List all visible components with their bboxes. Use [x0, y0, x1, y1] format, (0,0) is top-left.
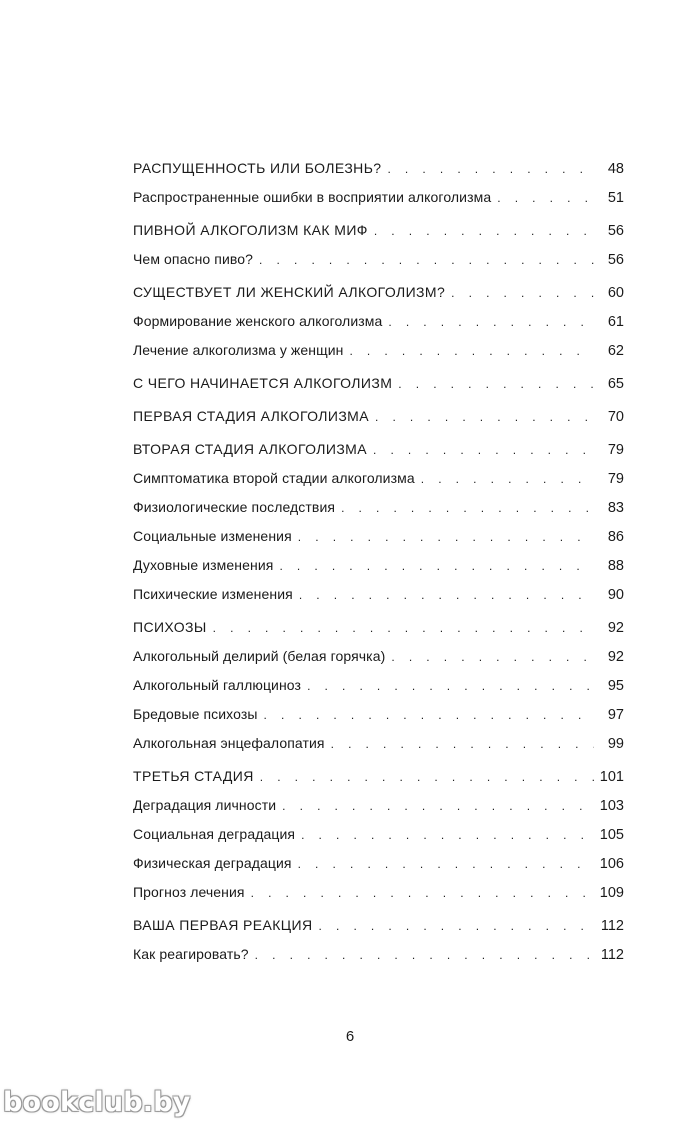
- dot-leader: [260, 763, 594, 792]
- watermark-logo: bookclub.by: [3, 1087, 191, 1118]
- dot-leader: [299, 581, 594, 610]
- toc-entry-page: 112: [600, 947, 624, 963]
- toc-entry-title: Социальная деградация: [133, 820, 301, 849]
- toc-entry: [133, 336, 624, 365]
- toc-entry-title: ТРЕТЬЯ СТАДИЯ: [133, 762, 260, 791]
- toc-entry-title: Физиологические последствия: [133, 493, 341, 522]
- dot-leader: [341, 494, 594, 523]
- toc-entry-title: Алкогольная энцефалопатия: [133, 729, 331, 758]
- toc-entry-page: 109: [599, 885, 624, 901]
- table-of-contents: [133, 154, 624, 969]
- dot-leader: [373, 436, 594, 465]
- toc-entry: [133, 307, 624, 336]
- toc-entry-page: 62: [607, 343, 624, 359]
- toc-entry-title: ПСИХОЗЫ: [133, 613, 213, 642]
- toc-entry: [133, 551, 624, 580]
- toc-entry-title: Прогноз лечения: [133, 878, 251, 907]
- toc-entry: [133, 849, 624, 878]
- toc-entry-page: 106: [599, 856, 624, 872]
- toc-entry-title: Формирование женского алкоголизма: [133, 307, 388, 336]
- toc-entry-page: 56: [607, 252, 624, 268]
- toc-entry-title: Алкогольный галлюциноз: [133, 671, 307, 700]
- toc-entry-title: ПЕРВАЯ СТАДИЯ АЛКОГОЛИЗМА: [133, 402, 375, 431]
- toc-entry: [133, 154, 624, 183]
- toc-entry-title: Психические изменения: [133, 580, 299, 609]
- dot-leader: [387, 155, 594, 184]
- toc-entry-title: СУЩЕСТВУЕТ ЛИ ЖЕНСКИЙ АЛКОГОЛИЗМ?: [133, 278, 451, 307]
- dot-leader: [421, 465, 594, 494]
- toc-entry-page: 101: [599, 769, 624, 785]
- dot-leader: [388, 308, 594, 337]
- dot-leader: [319, 912, 594, 941]
- dot-leader: [298, 523, 594, 552]
- dot-leader: [251, 879, 594, 908]
- toc-entry: [133, 464, 624, 493]
- toc-entry: [133, 493, 624, 522]
- toc-entry-title: РАСПУЩЕННОСТЬ ИЛИ БОЛЕЗНЬ?: [133, 154, 387, 183]
- toc-entry-page: 70: [607, 409, 624, 425]
- toc-entry: [133, 700, 624, 729]
- toc-entry-title: Деградация личности: [133, 791, 282, 820]
- toc-entry-page: 65: [607, 376, 624, 392]
- toc-entry-page: 60: [607, 285, 624, 301]
- toc-entry-title: Физическая деградация: [133, 849, 298, 878]
- toc-entry-title: ВАША ПЕРВАЯ РЕАКЦИЯ: [133, 911, 319, 940]
- toc-entry: [133, 791, 624, 820]
- toc-entry: [133, 183, 624, 212]
- toc-entry-title: Симптоматика второй стадии алкоголизма: [133, 464, 421, 493]
- toc-entry-title: Бредовые психозы: [133, 700, 264, 729]
- toc-entry-page: 95: [607, 678, 624, 694]
- dot-leader: [451, 279, 594, 308]
- dot-leader: [307, 672, 594, 701]
- dot-leader: [391, 643, 594, 672]
- toc-entry-page: 48: [607, 161, 624, 177]
- toc-entry-page: 79: [607, 442, 624, 458]
- toc-entry-page: 103: [599, 798, 624, 814]
- toc-entry-title: Как реагировать?: [133, 940, 255, 969]
- toc-entry-title: Распространенные ошибки в восприятии алкоголизма: [133, 183, 497, 212]
- toc-entry-title: Социальные изменения: [133, 522, 298, 551]
- toc-entry-page: 56: [607, 223, 624, 239]
- toc-entry: [133, 435, 624, 464]
- dot-leader: [374, 217, 594, 246]
- toc-entry-title: Лечение алкоголизма у женщин: [133, 336, 349, 365]
- dot-leader: [497, 184, 594, 213]
- page-number: 6: [345, 1028, 355, 1045]
- toc-entry-page: 51: [607, 190, 624, 206]
- dot-leader: [349, 337, 594, 366]
- dot-leader: [282, 792, 594, 821]
- dot-leader: [259, 246, 594, 275]
- toc-entry: [133, 613, 624, 642]
- dot-leader: [331, 730, 594, 759]
- toc-entry-page: 97: [607, 707, 624, 723]
- toc-entry-page: 112: [600, 918, 624, 934]
- dot-leader: [375, 403, 594, 432]
- toc-entry-page: 79: [607, 471, 624, 487]
- toc-entry: [133, 245, 624, 274]
- toc-entry-page: 88: [607, 558, 624, 574]
- toc-entry: [133, 522, 624, 551]
- toc-entry-page: 90: [607, 587, 624, 603]
- toc-entry: [133, 642, 624, 671]
- toc-entry-page: 61: [607, 314, 624, 330]
- dot-leader: [301, 821, 594, 850]
- toc-entry: [133, 911, 624, 940]
- toc-entry: [133, 278, 624, 307]
- toc-entry: [133, 940, 624, 969]
- toc-entry-page: 86: [607, 529, 624, 545]
- toc-entry-page: 83: [607, 500, 624, 516]
- toc-entry-title: Духовные изменения: [133, 551, 279, 580]
- toc-entry: [133, 729, 624, 758]
- toc-entry: [133, 820, 624, 849]
- dot-leader: [398, 370, 594, 399]
- toc-entry-title: ВТОРАЯ СТАДИЯ АЛКОГОЛИЗМА: [133, 435, 373, 464]
- toc-entry-page: 99: [607, 736, 624, 752]
- toc-entry-title: С ЧЕГО НАЧИНАЕТСЯ АЛКОГОЛИЗМ: [133, 369, 398, 398]
- toc-entry-title: ПИВНОЙ АЛКОГОЛИЗМ КАК МИФ: [133, 216, 374, 245]
- dot-leader: [264, 701, 594, 730]
- dot-leader: [213, 614, 594, 643]
- toc-entry-page: 92: [607, 649, 624, 665]
- toc-entry: [133, 580, 624, 609]
- toc-entry-page: 92: [607, 620, 624, 636]
- dot-leader: [279, 552, 594, 581]
- toc-entry: [133, 878, 624, 907]
- dot-leader: [255, 941, 594, 970]
- toc-entry: [133, 369, 624, 398]
- toc-entry: [133, 216, 624, 245]
- toc-entry-title: Алкогольный делирий (белая горячка): [133, 642, 391, 671]
- dot-leader: [298, 850, 594, 879]
- toc-entry-title: Чем опасно пиво?: [133, 245, 259, 274]
- toc-entry: [133, 671, 624, 700]
- toc-entry-page: 105: [599, 827, 624, 843]
- toc-entry: [133, 402, 624, 431]
- toc-entry: [133, 762, 624, 791]
